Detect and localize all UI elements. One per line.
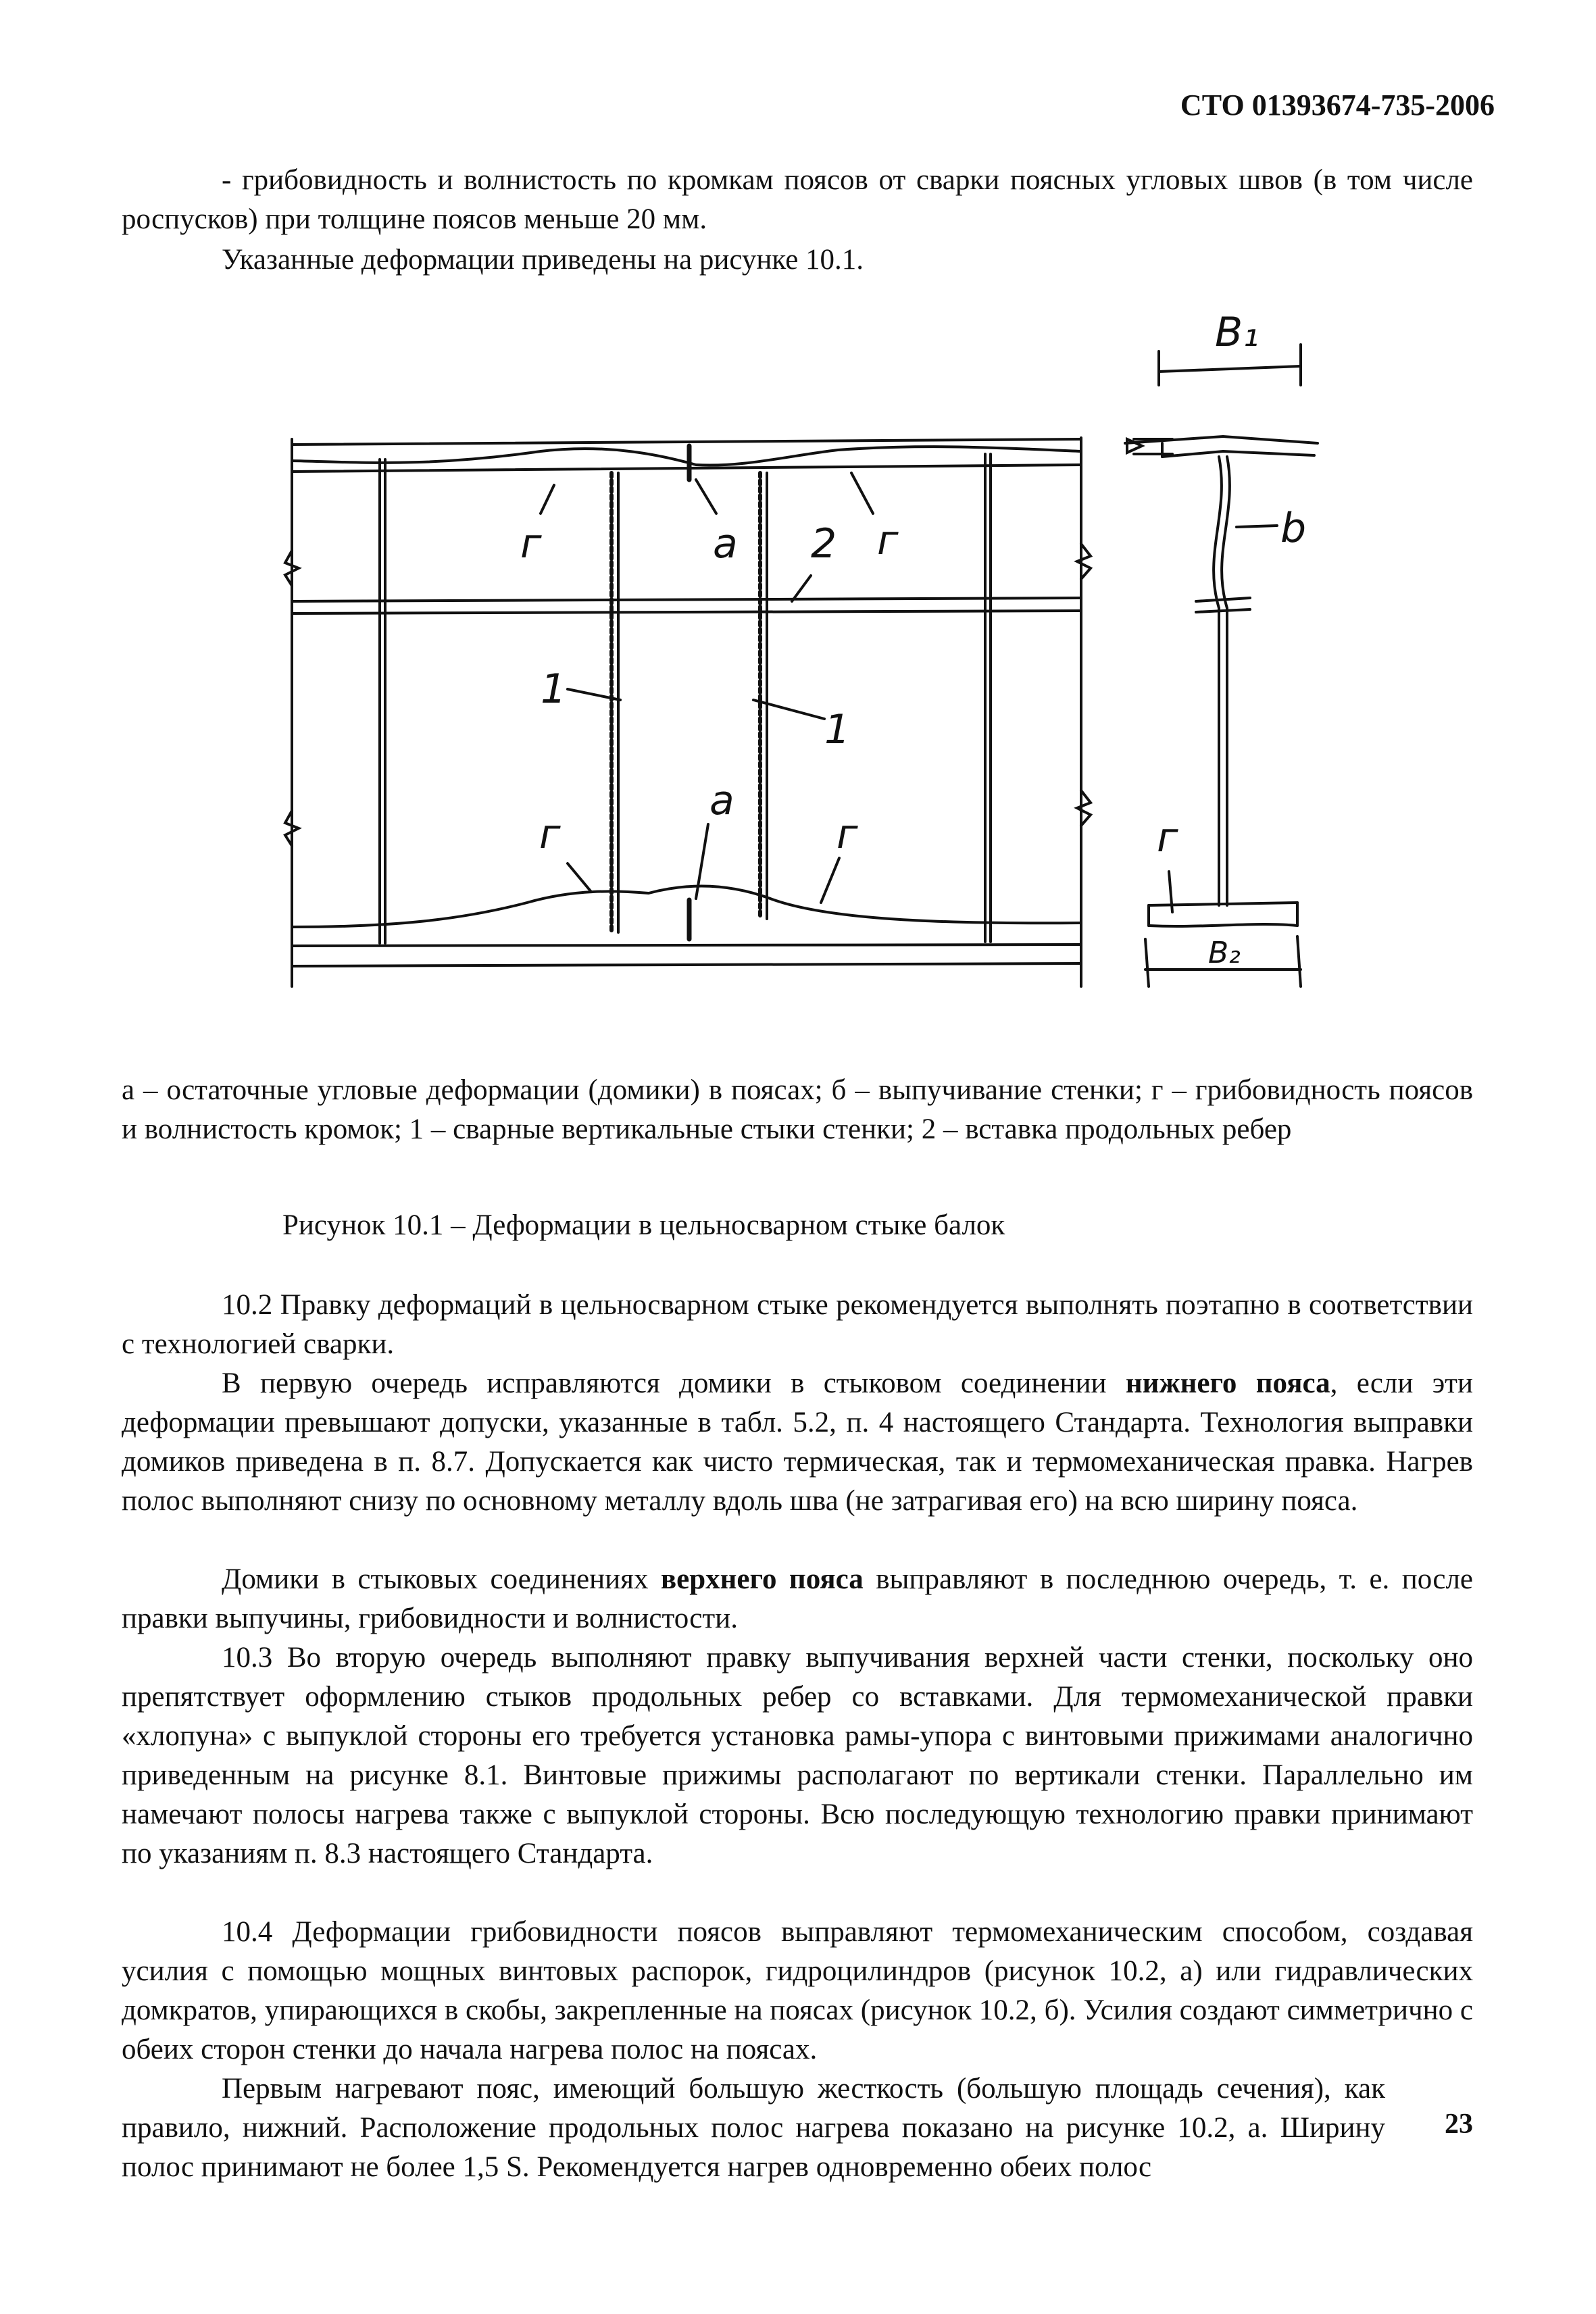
paragraph-first-priority [122, 1364, 1473, 1521]
label-1-right: 1 [824, 706, 851, 753]
label-g-right-bottom: г [837, 811, 858, 858]
text-part: выправляют в последнюю очередь, т. е. после правки выпучины, грибовидности и волнистости. [122, 1563, 1473, 1634]
label-B1: B₁ [1215, 311, 1260, 356]
document-code: СТО 01393674-735-2006 [1180, 89, 1495, 122]
page-number: 23 [1445, 2109, 1473, 2140]
paragraph-10-2: 10.2 Правку деформаций в цельносварном стыке рекомендуется выполнять поэтапно в соответствии с технологией сварки. [122, 1289, 1473, 1360]
text-part: , если эти деформации превышают допуски, указанные в табл. 5.2, п. 4 настоящего Стандарта. Технология выправки домиков приведена в п. 8.7. Допускается как чисто термическая, так и термомеханическая правка. Нагрев полос выполняют снизу по основному металлу вдоль шва (не затрагивая его) на всю ширину пояса. [122, 1367, 1473, 1517]
label-a-top: a [713, 520, 738, 568]
figure-title: Рисунок 10.1 – Деформации в цельносварном стыке балок [282, 1209, 1005, 1241]
bottom-flange-edge [292, 886, 1081, 927]
label-g-left-top: г [520, 520, 542, 568]
label-B2: B₂ [1208, 936, 1241, 970]
figure-legend: а – остаточные угловые деформации (домики) в поясах; б – выпучивание стенки; г – грибовидность поясов и волнистость кромок; 1 – сварные вертикальные стыки стенки; 2 – вставка продольных ребер [122, 1074, 1473, 1145]
emphasis-lower-flange: нижнего пояса [1125, 1367, 1330, 1399]
label-g-left-bottom: г [539, 811, 561, 858]
label-a-bottom: a [709, 777, 734, 824]
label-2: 2 [811, 520, 837, 568]
top-flange-edge [292, 447, 1081, 465]
label-1-left: 1 [541, 665, 567, 713]
paragraph-upper-flange [122, 1560, 1473, 1638]
label-b: b [1280, 505, 1307, 552]
paragraph-10-3: 10.3 Во вторую очередь выполняют правку выпучивания верхней части стенки, поскольку оно препятствует оформлению стыков продольных ребер со вставками. Для термомеханической правки «хлопуна» с выпуклой стороны его требуется установка рамы-упора с винтовыми прижимами аналогично приведенным на рисунке 8.1. Винтовые прижимы располагают по вертикали стенки. Параллельно им намечают полосы нагрева также с выпуклой стороны. Всю последующую технологию правки принимают по указаниям п. 8.3 настоящего Стандарта. [122, 1642, 1473, 1869]
label-g-right-top: г [877, 517, 899, 564]
text-part: В первую очередь исправляются домики в стыковом соединении [222, 1367, 1126, 1399]
figure-reference: Указанные деформации приведены на рисунке 10.1. [222, 244, 864, 276]
figure-10-1 [257, 311, 1338, 1000]
intro-paragraph: - грибовидность и волнистость по кромкам поясов от сварки поясных угловых швов (в том числе роспусков) при толщине поясов меньше 20 мм. [122, 164, 1473, 235]
paragraph-first-heating: Первым нагревают пояс, имеющий большую жесткость (большую площадь сечения), как правило, нижний. Расположение продольных полос нагрева показано на рисунке 10.2, а. Ширину полос принимают не более 1,5 S. Рекомендуется нагрев одновременно обеих полос [122, 2073, 1385, 2183]
label-g-section: г [1157, 814, 1178, 861]
emphasis-upper-flange: верхнего пояса [660, 1563, 864, 1595]
text-part: Домики в стыковых соединениях [222, 1563, 661, 1595]
paragraph-10-4: 10.4 Деформации грибовидности поясов выправляют термомеханическим способом, создавая усилия с помощью мощных винтовых распорок, гидроцилиндров (рисунок 10.2, а) или гидравлических домкратов, упирающихся в скобы, закрепленные на поясах (рисунок 10.2, б). Усилия создают симметрично с обеих сторон стенки до начала нагрева полос на поясах. [122, 1916, 1473, 2065]
